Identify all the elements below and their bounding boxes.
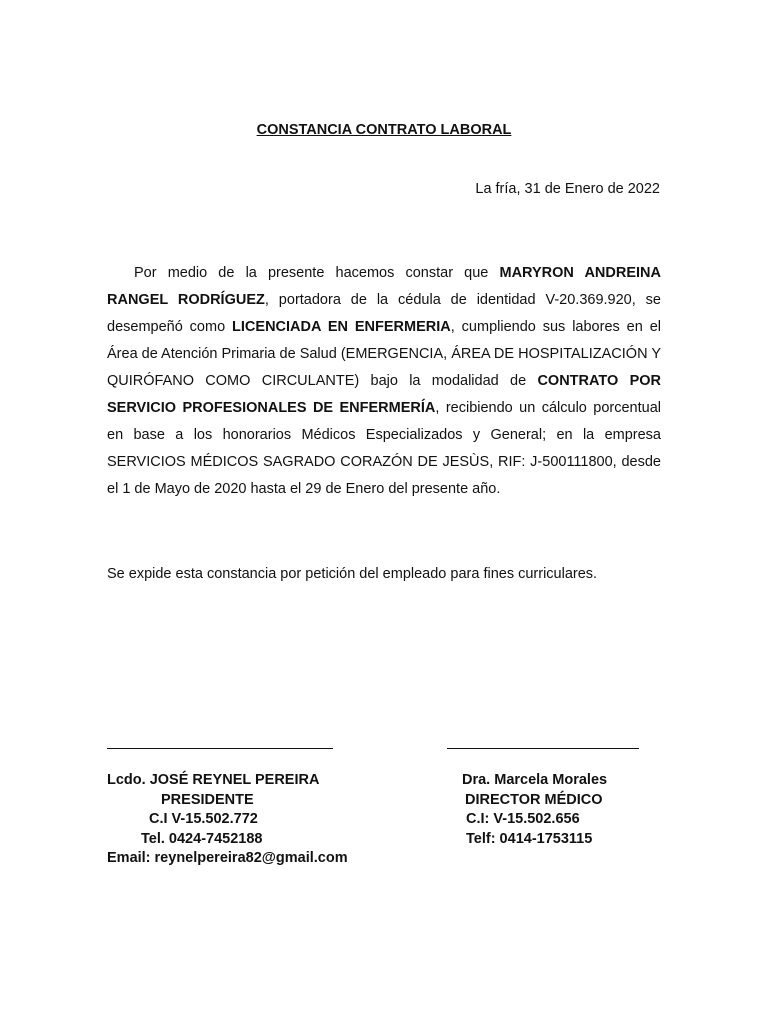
signer-title-right: DIRECTOR MÉDICO <box>465 791 603 808</box>
signer-id-left: C.I V-15.502.772 <box>149 811 258 827</box>
employee-name: MARYRON ANDREINA RANGEL RODRÍGUEZ <box>107 265 661 308</box>
signature-line-left <box>107 747 333 749</box>
body-text-1: Por medio de la presente hacemos constar que <box>134 265 500 281</box>
signer-email-left: Email: reynelpereira82@gmail.com <box>107 850 348 866</box>
closing-statement: Se expide esta constancia por petición del empleado para fines curriculares. <box>107 566 598 582</box>
signer-id-right: C.I: V-15.502.656 <box>466 811 580 827</box>
signature-line-right <box>447 747 639 749</box>
signer-phone-right: Telf: 0414-1753115 <box>466 830 593 847</box>
body-text-4: , recibiendo un cálculo porcentual en base a los honorarios Médicos Especializados y General; en la empresa SERVICIOS MÉDICOS SAGRADO CORAZÓN DE JESÙS, RIF: J-500111800, desde el 1 de Mayo de 2020 hasta el 29 de Enero del presente año. <box>107 400 661 497</box>
signer-phone-left: Tel. 0424-7452188 <box>141 830 263 847</box>
signer-title-left: PRESIDENTE <box>161 791 254 808</box>
employee-role: LICENCIADA EN ENFERMERIA <box>232 319 451 335</box>
contract-type: CONTRATO POR SERVICIO PROFESIONALES DE ENFERMERÍA <box>107 373 661 416</box>
body-text-3: , cumpliendo sus labores en el Área de Atención Primaria de Salud (EMERGENCIA, ÁREA DE HOSPITALIZACIÓN Y QUIRÓFANO COMO CIRCULANTE) bajo la modalidad de <box>107 319 661 389</box>
body-text-2: , portadora de la cédula de identidad V-20.369.920, se desempeñó como <box>107 292 661 335</box>
signer-name-left: Lcdo. JOSÉ REYNEL PEREIRA <box>107 772 320 788</box>
body-paragraph <box>107 260 661 503</box>
signature-block-right <box>462 771 607 849</box>
date-line: La fría, 31 de Enero de 2022 <box>475 181 660 197</box>
document-title: CONSTANCIA CONTRATO LABORAL <box>256 122 512 138</box>
signer-name-right: Dra. Marcela Morales <box>462 772 608 788</box>
signature-block-left <box>107 771 348 869</box>
